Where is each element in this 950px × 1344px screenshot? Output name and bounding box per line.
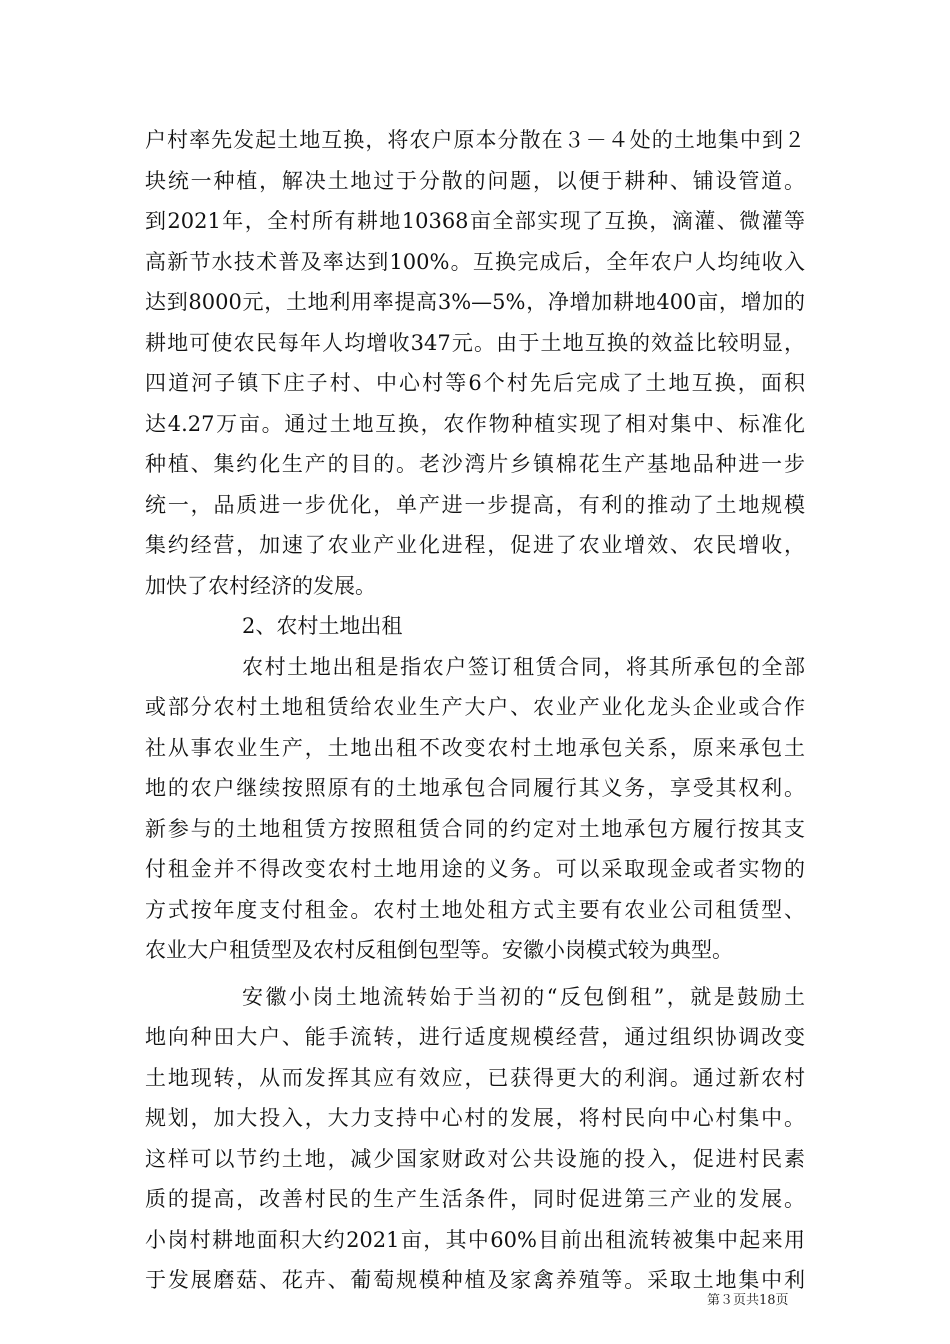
text-line: 社从事农业生产，土地出租不改变农村土地承包关系，原来承包土 (145, 735, 805, 760)
paragraph-xiaogang-model (145, 977, 805, 1301)
text-line: 块统一种植，解决土地过于分散的问题，以便于耕种、铺设管道。 (145, 168, 805, 193)
text-line: 农业大户租赁型及农村反租倒包型等。安徽小岗模式较为典型。 (145, 938, 733, 962)
text-line: 耕地可使农民每年人均增收347元。由于土地互换的效益比较明显， (145, 330, 805, 355)
text-line: 安徽小岗土地流转始于当初的“反包倒租”，就是鼓励土 (242, 984, 805, 1009)
text-line: 小岗村耕地面积大约2021亩，其中60%目前出租流转被集中起来用 (145, 1227, 805, 1252)
page-number: 第３页共18页 (707, 1293, 789, 1308)
text-line: 于发展磨菇、花卉、葡萄规模种植及家禽养殖等。采取土地集中利 (145, 1268, 805, 1292)
text-line: 四道河子镇下庄子村、中心村等6个村先后完成了土地互换，面积 (145, 371, 805, 395)
text-line: 这样可以节约土地，减少国家财政对公共设施的投入，促进村民素 (145, 1146, 805, 1171)
text-line: 加快了农村经济的发展。 (145, 573, 376, 598)
text-line: 达4.27万亩。通过土地互换，农作物种植实现了相对集中、标准化 (145, 411, 805, 436)
text-line: 高新节水技术普及率达到100%。互换完成后，全年农户人均纯收入 (145, 249, 805, 274)
text-line: 土地现转，从而发挥其应有效应，已获得更大的利润。通过新农村 (145, 1065, 805, 1090)
text-line: 新参与的土地租赁方按照租赁合同的约定对土地承包方履行按其支 (145, 816, 805, 841)
text-line: 统一，品质进一步优化，单产进一步提高，有利的推动了土地规模 (145, 492, 805, 517)
text-line: 地的农户继续按照原有的土地承包合同履行其义务，享受其权利。 (145, 776, 805, 800)
paragraph-land-lease (145, 647, 805, 971)
text-line: 户村率先发起土地互换，将农户原本分散在３－４处的土地集中到２ (145, 128, 805, 152)
text-line: 地向种田大户、能手流转，进行适度规模经营，通过组织协调改变 (145, 1025, 805, 1049)
text-line: 或部分农村土地租赁给农业生产大户、农业产业化龙头企业或合作 (145, 695, 805, 719)
text-line: 到2021年，全村所有耕地10368亩全部实现了互换，滴灌、微灌等 (145, 209, 805, 233)
text-line: 农村土地出租是指农户签订租赁合同，将其所承包的全部 (242, 654, 805, 679)
text-line: 集约经营，加速了农业产业化进程，促进了农业增效、农民增收， (145, 533, 805, 557)
text-line: 方式按年度支付租金。农村土地处租方式主要有农业公司租赁型、 (145, 897, 805, 922)
text-line: 达到8000元，土地利用率提高3%—5%，净增加耕地400亩，增加的 (145, 290, 805, 314)
text-line: 质的提高，改善村民的生产生活条件，同时促进第三产业的发展。 (145, 1187, 805, 1211)
document-body (145, 120, 805, 1301)
section-heading: 2、农村土地出租 (242, 614, 403, 638)
text-line: 种植、集约化生产的目的。老沙湾片乡镇棉花生产基地品种进一步 (145, 452, 805, 476)
text-line: 规划，加大投入，大力支持中心村的发展，将村民向中心村集中。 (145, 1106, 805, 1130)
paragraph-land-exchange (145, 120, 805, 606)
text-line: 付租金并不得改变农村土地用途的义务。可以采取现金或者实物的 (145, 857, 805, 881)
